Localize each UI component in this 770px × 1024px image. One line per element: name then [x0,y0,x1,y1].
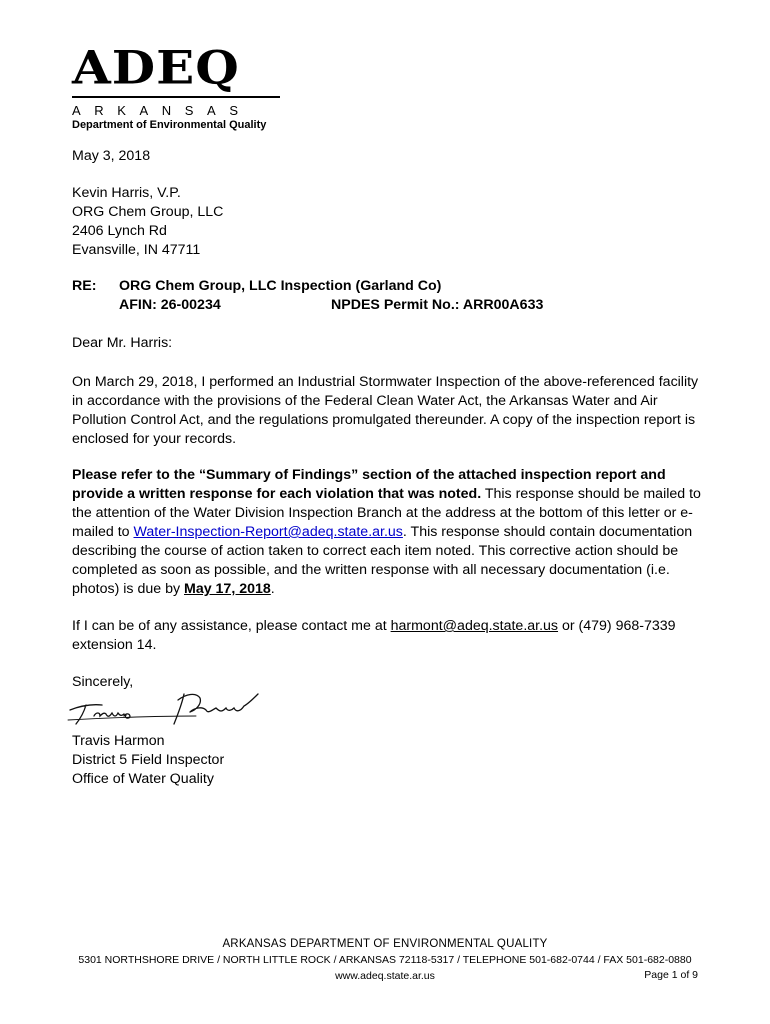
signer-name: Travis Harmon [72,733,165,749]
recipient-line: 2406 Lynch Rd [72,223,167,239]
page-number: Page 1 of 9 [644,969,698,981]
re-afin: AFIN: 26-00234 [119,297,221,313]
inspection-report-email-link[interactable]: Water-Inspection-Report@adeq.state.ar.us [133,524,403,540]
paragraph-response [72,466,702,599]
paragraph-inspection: On March 29, 2018, I performed an Industrial Stormwater Inspection of the above-referenced facility in accordance with the provisions of the Federal Clean Water Act, the Arkansas Water and Air Pollution Control Act, and the regulations promulgated thereunder. A copy of the inspection report is enclosed for your records. [72,374,699,447]
handwritten-signature [66,686,266,730]
logo-rule [72,96,280,98]
logo-state: ARKANSAS [72,103,252,118]
recipient-address [72,184,702,260]
recipient-line: Kevin Harris, V.P. [72,185,181,201]
re-subject: ORG Chem Group, LLC Inspection (Garland Co) [119,278,442,294]
response-text: This response should be mailed to the attention of the Water Division Inspection Branch at the address at the bottom of this letter or e-mailed to [72,486,701,540]
response-text: . This response should contain documentation describing the course of action taken to correct each item noted. This corrective action should be completed as soon as possible, and the written response with all necessary documentation (i.e. photos) is due by [72,524,693,597]
letter-date: May 3, 2018 [72,148,151,164]
recipient-line: ORG Chem Group, LLC [72,204,224,220]
inspector-email-link[interactable]: harmont@adeq.state.ar.us [390,618,559,634]
signer-office: Office of Water Quality [72,771,214,787]
adeq-logo [72,40,282,131]
due-date: May 17, 2018 [184,581,271,597]
signer-title: District 5 Field Inspector [72,752,225,768]
recipient-line: Evansville, IN 47711 [72,242,201,258]
contact-text: or (479) 968-7339 extension 14. [72,618,676,653]
contact-text: If I can be of any assistance, please contact me at [72,618,391,634]
signature-block [72,732,702,789]
footer-address: 5301 NORTHSHORE DRIVE / NORTH LITTLE ROCK / ARKANSAS 72118-5317 / TELEPHONE 501-682-0744 / FAX 501-682-0880 [78,954,692,966]
response-instruction: Please refer to the “Summary of Findings” section of the attached inspection report and provide a written response for each violation that was noted. [72,467,666,502]
re-label: RE: [72,278,97,294]
re-permit: NPDES Permit No.: ARR00A633 [331,297,544,313]
response-text: . [270,581,275,597]
paragraph-contact [72,617,702,655]
salutation: Dear Mr. Harris: [72,335,173,351]
logo-wordmark: ADEQ [72,40,240,95]
logo-department: Department of Environmental Quality [72,119,267,131]
footer-website: www.adeq.state.ar.us [335,970,435,982]
closing: Sincerely, [72,674,134,690]
footer-department: ARKANSAS DEPARTMENT OF ENVIRONMENTAL QUALITY [222,938,548,950]
